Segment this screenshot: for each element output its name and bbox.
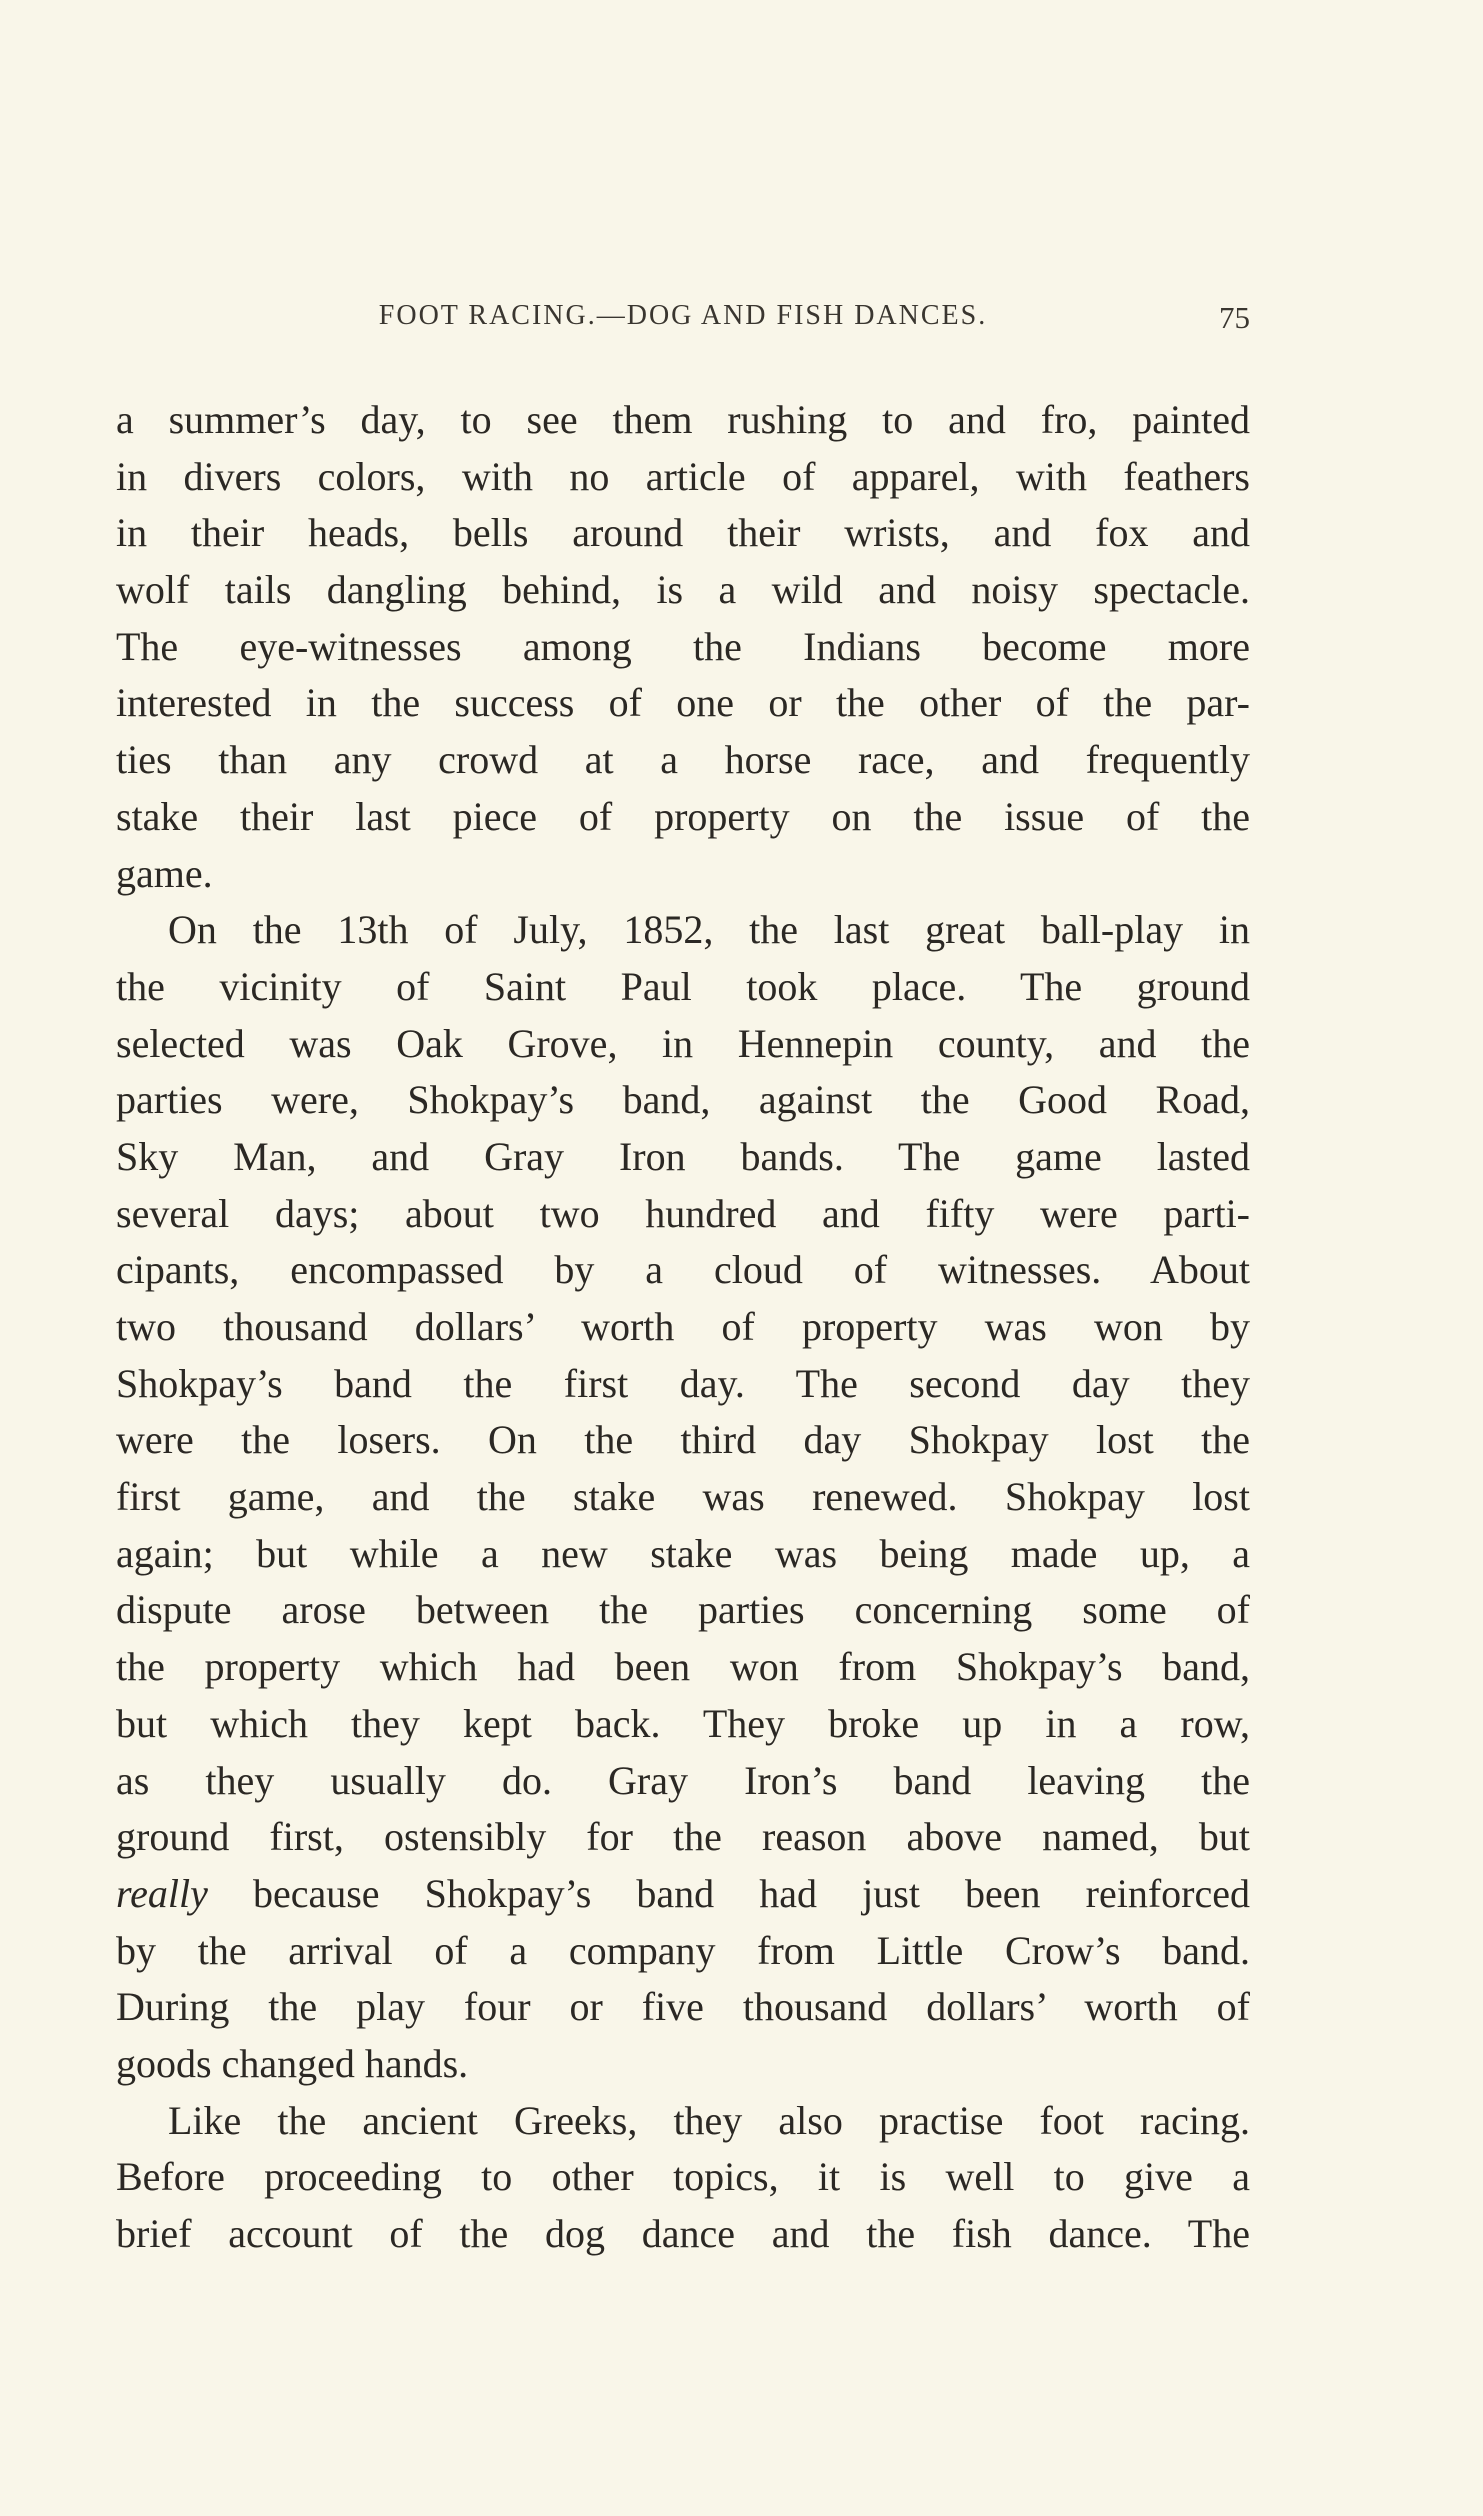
text-line: Like the ancient Greeks, they also practise foot racing. [168,2097,1250,2143]
text-line: interested in the success of one or the other of the par- [116,680,1250,726]
page-number: 75 [1219,300,1250,335]
text-line: again; but while a new stake was being made up, a [116,1530,1250,1576]
text-line: as they usually do. Gray Iron’s band leaving the [116,1757,1250,1803]
text-line: first game, and the stake was renewed. Shokpay lost [116,1474,1250,1520]
text-line: During the play four or five thousand dollars’ worth of [116,1984,1250,2030]
text-line: the vicinity of Saint Paul took place. The ground [116,963,1250,1009]
text-line: stake their last piece of property on the issue of the [116,793,1250,839]
text-line: On the 13th of July, 1852, the last great ball-play in [168,907,1250,953]
text-line: two thousand dollars’ worth of property was won by [116,1304,1250,1349]
text-line: were the losers. On the third day Shokpay lost the [116,1417,1250,1463]
text-line: brief account of the dog dance and the fish dance. The [116,2211,1250,2256]
paragraph-1 [116,392,1250,902]
text-line-rest: because Shokpay’s band had just been reinforced [252,1870,1250,1916]
text-line: but which they kept back. They broke up in a row, [116,1700,1250,1746]
text-line: dispute arose between the parties concerning some of [116,1587,1250,1633]
emphasis-word: really [116,1870,208,1916]
text-line: game. [116,850,213,896]
text-line: wolf tails dangling behind, is a wild and noisy spectacle. [116,567,1250,613]
text-line: several days; about two hundred and fifty were parti- [116,1190,1250,1236]
text-line: selected was Oak Grove, in Hennepin county, and the [116,1020,1250,1066]
text-line: Sky Man, and Gray Iron bands. The game lasted [116,1133,1250,1179]
text-line: parties were, Shokpay’s band, against the Good Road, [116,1077,1250,1123]
text-line: goods changed hands. [116,2040,469,2086]
text-line: Before proceeding to other topics, it is well to give a [116,2154,1250,2200]
running-title: FOOT RACING.—DOG AND FISH DANCES. [378,300,988,331]
text-line: cipants, encompassed by a cloud of witnesses. About [116,1247,1250,1293]
text-line: in their heads, bells around their wrists, and fox and [116,510,1250,556]
text-line: a summer’s day, to see them rushing to and fro, painted [116,397,1250,442]
running-head [116,300,1250,340]
paragraph-3 [116,2093,1250,2263]
text-line: in divers colors, with no article of apparel, with feathers [116,453,1250,499]
text-line: by the arrival of a company from Little Crow’s band. [116,1927,1250,1973]
paragraph-2 [116,902,1250,2092]
text-line: ground first, ostensibly for the reason above named, but [116,1814,1250,1860]
text-line: The eye-witnesses among the Indians become more [116,623,1250,669]
text-line-with-emphasis [116,1866,1250,1923]
text-line: the property which had been won from Shokpay’s band, [116,1644,1250,1690]
text-line: Shokpay’s band the first day. The second day they [116,1360,1250,1406]
body-text [116,392,1250,2263]
text-line: ties than any crowd at a horse race, and frequently [116,737,1250,783]
